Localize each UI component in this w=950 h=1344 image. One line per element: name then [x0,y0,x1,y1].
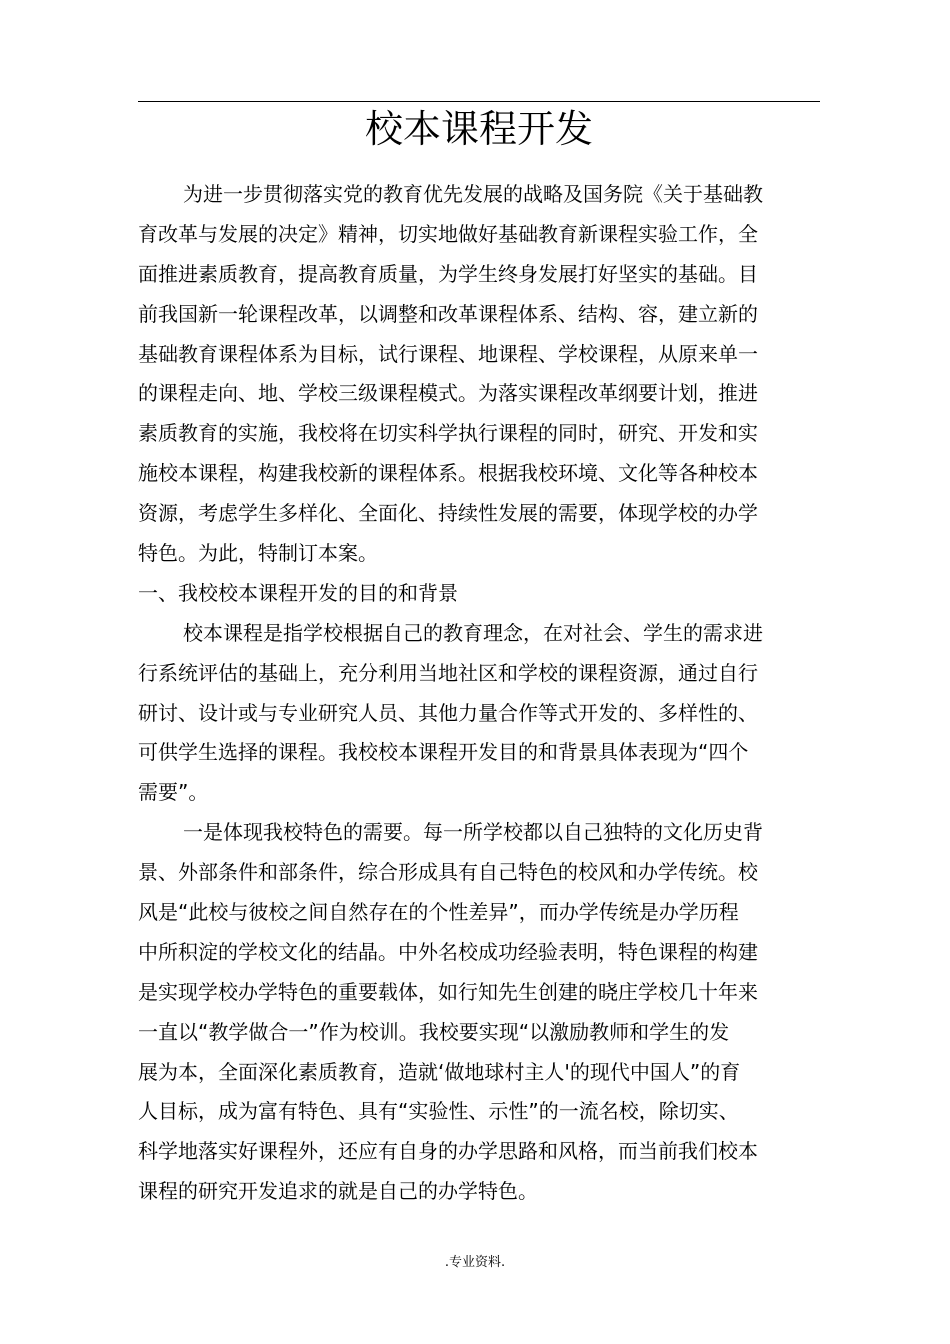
text-line: 人目标，成为富有特色、具有“实验性、示性”的一流名校，除切实、 [138,1099,739,1124]
text-line: 施校本课程，构建我校新的课程体系。根据我校环境、文化等各种校本 [138,461,758,486]
text-line: 育改革与发展的决定》精神，切实地做好基础教育新课程实验工作，全 [138,221,758,246]
text-line: 行系统评估的基础上，充分利用当地社区和学校的课程资源，通过自行 [138,660,758,685]
text-line: 资源，考虑学生多样化、全面化、持续性发展的需要，体现学校的办学 [138,501,758,526]
page-footer: .专业资料. [444,1255,506,1270]
text-line: 一直以“教学做合一”作为校训。我校要实现“以激励教师和学生的发 [138,1019,730,1044]
text-line: 校本课程是指学校根据自己的教育理念，在对社会、学生的需求进 [183,620,763,645]
text-line: 是实现学校办学特色的重要载体，如行知先生创建的晓庄学校几十年来 [138,979,758,1004]
header-rule [138,101,820,102]
text-line: 可供学生选择的课程。我校校本课程开发目的和背景具体表现为“四个 [138,740,749,765]
text-line: 一、我校校本课程开发的目的和背景 [138,580,458,605]
text-line: 的课程走向、地、学校三级课程模式。为落实课程改革纲要计划，推进 [138,381,758,406]
text-line: 素质教育的实施，我校将在切实科学执行课程的同时，研究、开发和实 [138,421,758,446]
document-title: 校本课程开发 [364,107,593,151]
text-line: 风是“此校与彼校之间自然存在的个性差异”，而办学传统是办学历程 [138,900,739,925]
text-line: 中所积淀的学校文化的结晶。中外名校成功经验表明，特色课程的构建 [138,939,758,964]
text-line: 特色。为此，特制订本案。 [138,541,378,566]
text-line: 面推进素质教育，提高教育质量，为学生终身发展打好坚实的基础。目 [138,261,758,286]
text-line: 展为本，全面深化素质教育，造就‘做地球村主人'的现代中国人”的育 [138,1059,741,1084]
text-line: 需要”。 [138,780,209,805]
text-line: 课程的研究开发追求的就是自己的办学特色。 [138,1179,538,1204]
document-body [138,175,820,1212]
text-line: 基础教育课程体系为目标，试行课程、地课程、学校课程，从原来单一 [138,341,758,366]
text-line: 景、外部条件和部条件，综合形成具有自己特色的校风和办学传统。校 [138,860,758,885]
text-line: 研讨、设计或与专业研究人员、其他力量合作等式开发的、多样性的、 [138,700,758,725]
text-line: 为进一步贯彻落实党的教育优先发展的战略及国务院《关于基础教 [183,182,763,206]
text-line: 科学地落实好课程外，还应有自身的办学思路和风格，而当前我们校本 [138,1139,758,1164]
text-line: 前我国新一轮课程改革，以调整和改革课程体系、结构、容，建立新的 [138,301,758,326]
text-line: 一是体现我校特色的需要。每一所学校都以自己独特的文化历史背 [183,820,763,845]
